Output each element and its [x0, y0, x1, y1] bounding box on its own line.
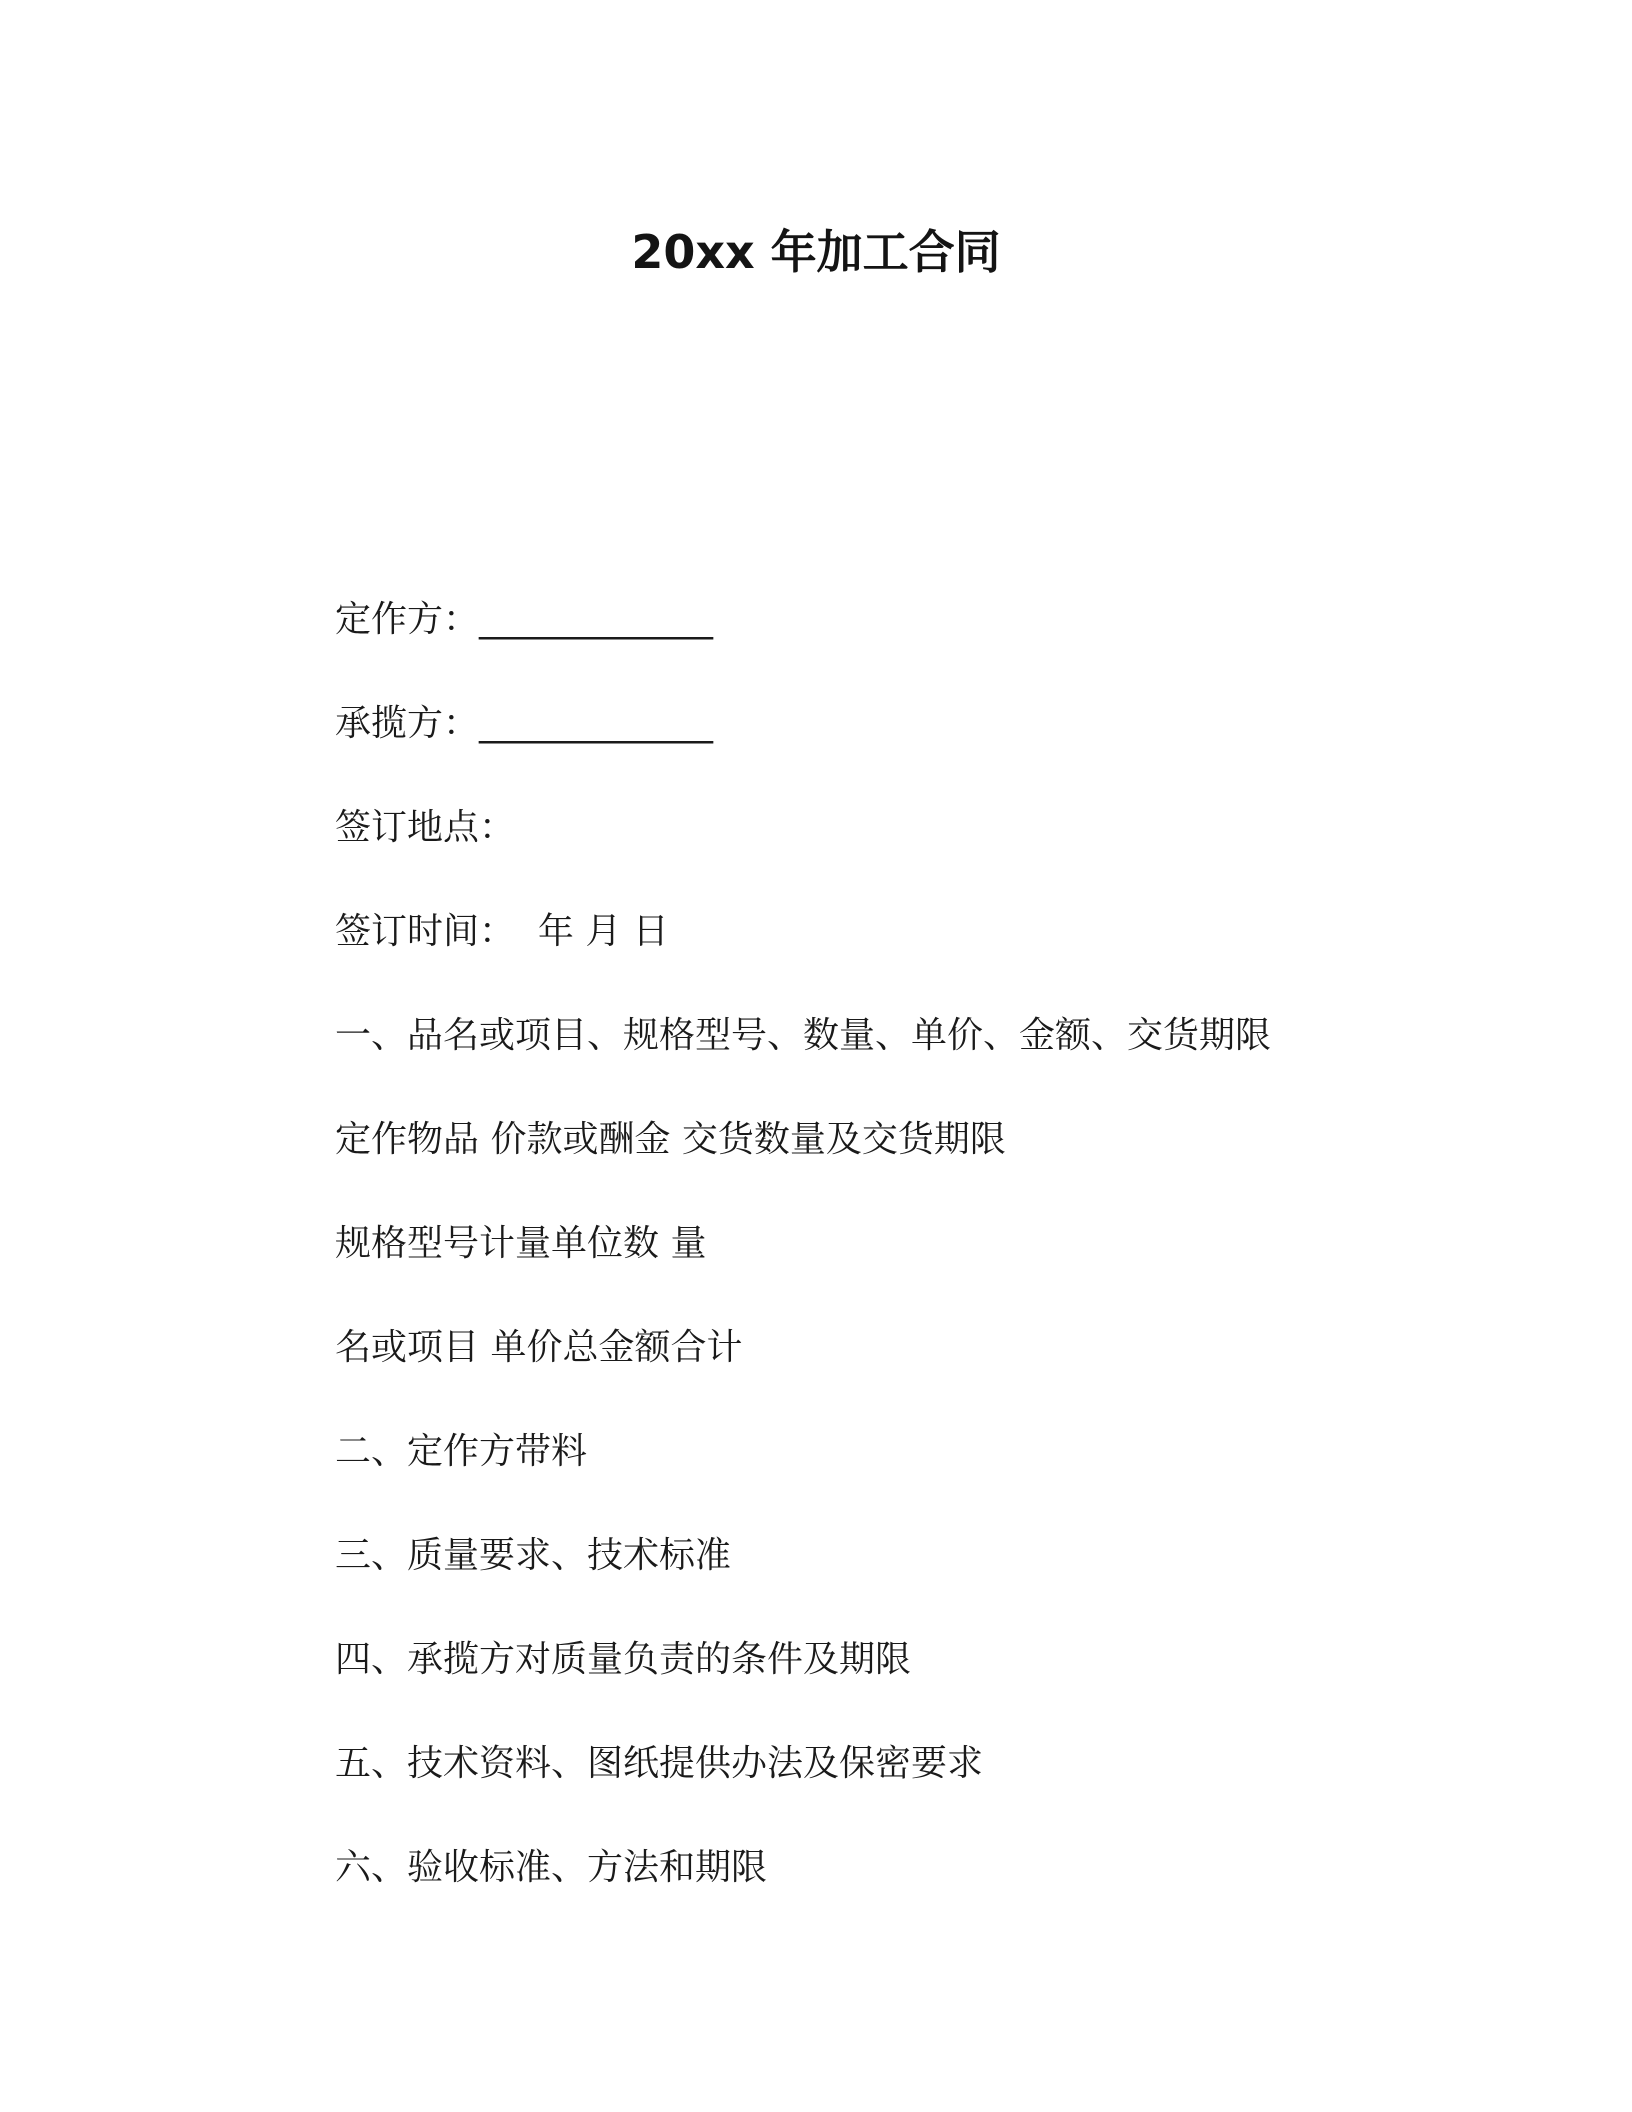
- field-signing-place: 签订地点：: [335, 807, 516, 848]
- section-6-heading: 六、验收标准、方法和期限: [335, 1847, 768, 1888]
- section-1-line-3: 名或项目 单价总金额合计: [335, 1327, 743, 1368]
- document-body: [335, 590, 1535, 1942]
- field-contractor-party: 承揽方：_____________: [335, 703, 714, 744]
- field-commissioning-party: 定作方：_____________: [335, 599, 714, 640]
- section-4-heading: 四、承揽方对质量负责的条件及期限: [335, 1639, 912, 1680]
- document-title: 20xx 年加工合同: [631, 225, 1001, 279]
- section-1-line-1: 定作物品 价款或酬金 交货数量及交货期限: [335, 1119, 1006, 1160]
- section-5-heading: 五、技术资料、图纸提供办法及保密要求: [335, 1743, 984, 1784]
- section-1-heading: 一、品名或项目、规格型号、数量、单价、金额、交货期限: [335, 1015, 1272, 1056]
- section-1-line-2: 规格型号计量单位数 量: [335, 1223, 707, 1264]
- section-3-heading: 三、质量要求、技术标准: [335, 1535, 732, 1576]
- section-2-heading: 二、定作方带料: [335, 1431, 588, 1472]
- field-signing-date: 签订时间： 年 月 日: [335, 911, 669, 952]
